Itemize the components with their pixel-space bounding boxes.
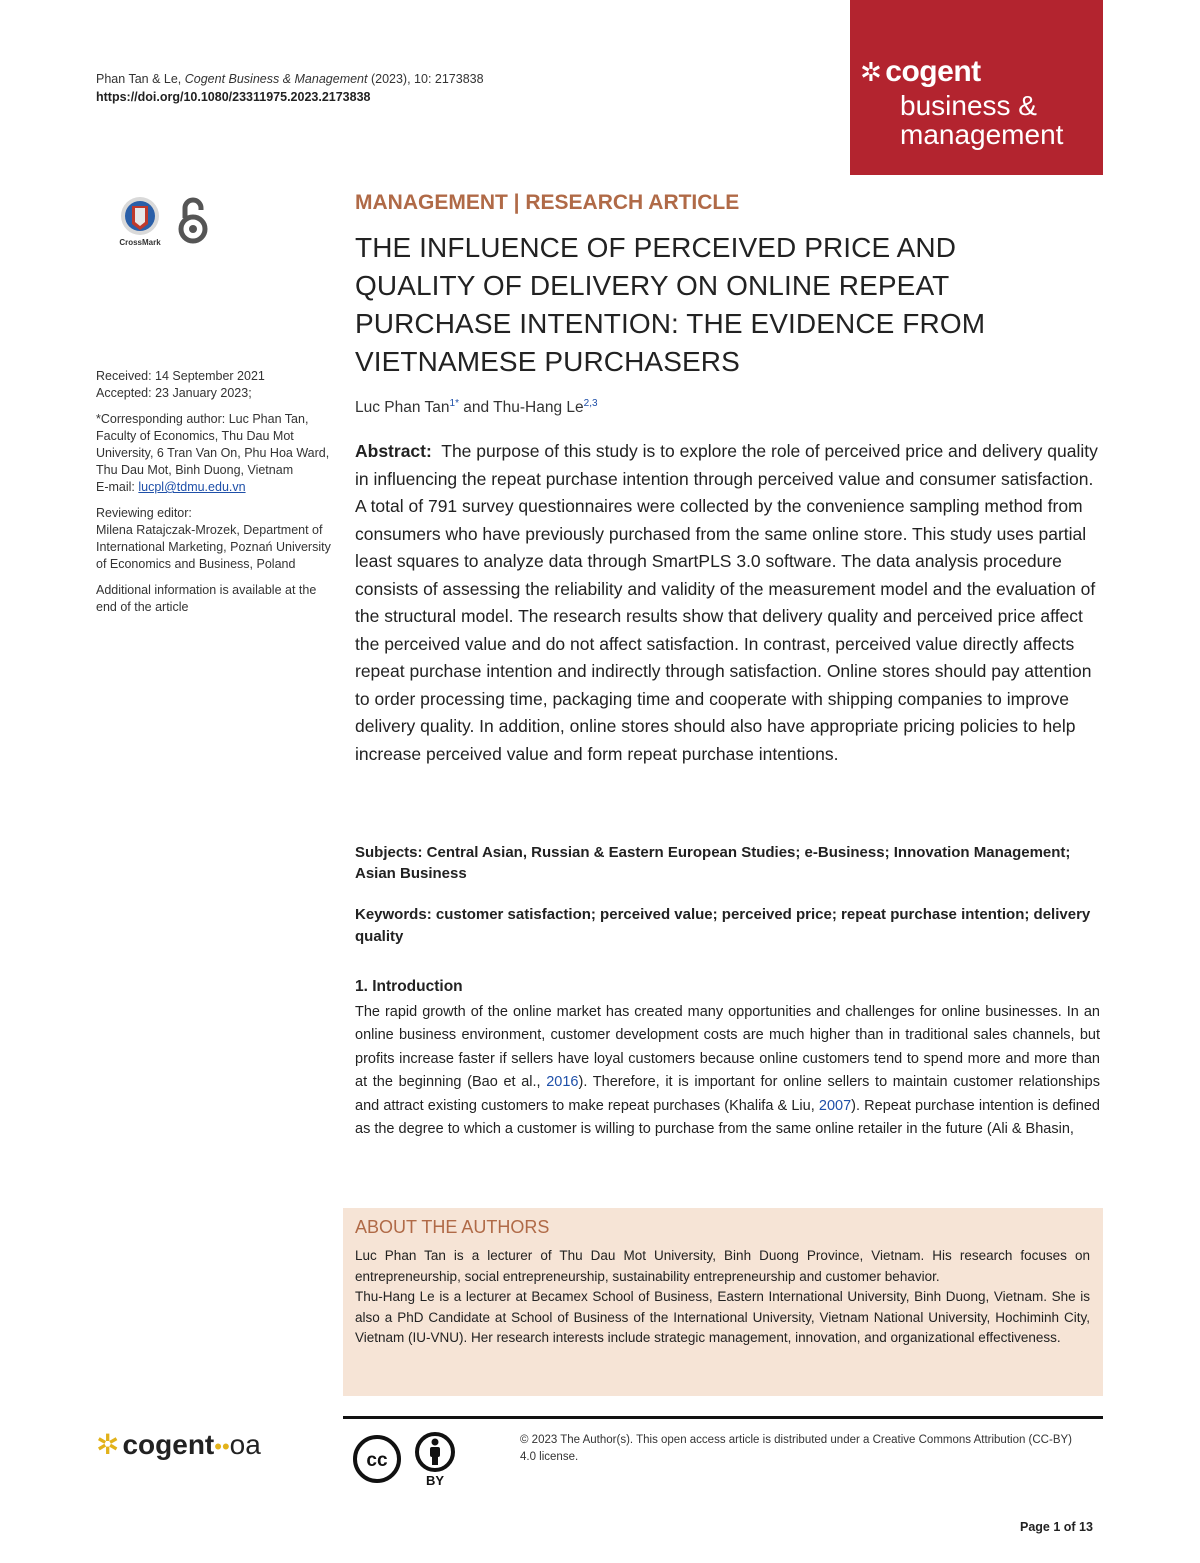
footer-divider (343, 1416, 1103, 1419)
citation-link[interactable]: 2007 (818, 1097, 852, 1114)
crossmark-label: CrossMark (119, 238, 161, 247)
attribution-by-icon[interactable] (412, 1432, 458, 1488)
page-number: Page 1 of 13 (1020, 1520, 1093, 1534)
citation-line (96, 70, 484, 88)
author-affiliation-mark[interactable]: 2,3 (583, 398, 598, 409)
cogent-logo-icon: ✲ (860, 57, 882, 87)
crossmark-badge[interactable] (118, 196, 162, 252)
reviewing-editor-text: Milena Ratajczak-Mrozek, Department of International Marketing, Poznań University of Economics and Business, Poland (96, 523, 331, 571)
by-label: BY (425, 1473, 445, 1488)
corresponding-author-text: *Corresponding author: Luc Phan Tan, Faculty of Economics, Thu Dau Mot University, 6 Tran Van On, Phu Hoa Ward, Thu Dau Mot, Binh Duong, Vietnam (96, 412, 330, 477)
about-authors-box (343, 1208, 1103, 1396)
keywords: Keywords: customer satisfaction; perceived value; perceived price; repeat purchase intention; delivery quality (355, 906, 1091, 945)
abstract (355, 438, 1100, 768)
publisher-link-mark: •• (214, 1434, 230, 1459)
author-bio: Thu-Hang Le is a lecturer at Becamex School of Business, Eastern International University, Binh Duong, Vietnam. She is also a PhD Candidate at School of Business of the International University, Vietnam National University, Hochiminh City, Vietnam (IU-VNU). Her research interests include strategic management, innovation, and organizational effectiveness. (355, 1289, 1090, 1345)
about-authors-heading: ABOUT THE AUTHORS (355, 1217, 550, 1237)
body-text: The rapid growth of the online market has created many opportunities and challenges for online businesses. In an online business environment, customer development costs are much higher than in traditional sales channels, but profits increase faster if sellers have loyal customers because online customers tend to spend more and more than at the beginning (Bao et al., (355, 1004, 1100, 1091)
subjects: Subjects: Central Asian, Russian & Eastern European Studies; e-Business; Innovation Management; Asian Business (355, 844, 1071, 882)
open-access-badge (175, 196, 211, 244)
body-text: ). Therefore, it is important for online sellers to maintain customer relationships and attract existing customers to make repeat purchases (Khalifa & Liu, (355, 1074, 1100, 1114)
dates (96, 368, 331, 402)
additional-info: Additional information is available at the end of the article (96, 583, 317, 614)
cc-label: cc (366, 1450, 388, 1471)
abstract-label: Abstract: (355, 441, 432, 461)
citation-link[interactable]: 2016 (546, 1074, 579, 1091)
about-authors-body (355, 1246, 1090, 1349)
license-text: © 2023 The Author(s). This open access article is distributed under a Creative Commons Attribution (CC-BY) 4.0 license. (520, 1434, 1072, 1463)
corresponding-author (96, 411, 331, 496)
article-sidebar (96, 368, 331, 625)
body-text: ). Repeat purchase intention is defined as the degree to which a customer is willing to purchase from the same online retailer in the future (Ali & Bhasin, (355, 1097, 1100, 1138)
article-title: THE INFLUENCE OF PERCEIVED PRICE AND QUALITY OF DELIVERY ON ONLINE REPEAT PURCHASE INTENTION: THE EVIDENCE FROM VIETNAMESE PURCHASERS (355, 232, 986, 377)
introduction-paragraph (355, 1001, 1100, 1141)
reviewing-editor (96, 505, 331, 573)
email-link[interactable]: lucpl@tdmu.edu.vn (138, 480, 246, 494)
journal-brand-box (850, 0, 1103, 175)
author-line (355, 398, 598, 417)
author-bio: Luc Phan Tan is a lecturer of Thu Dau Mot University, Binh Duong Province, Vietnam. His research focuses on entrepreneurship, social entrepreneurship, sustainability entrepreneurship and customer behavior. (355, 1248, 1090, 1284)
doi-link[interactable]: https://doi.org/10.1080/23311975.2023.2173838 (96, 90, 371, 104)
author-separator: and (458, 399, 494, 417)
accepted-date: Accepted: 23 January 2023; (96, 386, 252, 400)
cogent-logo-icon: ✲ (96, 1429, 120, 1460)
journal-name: Cogent Business & Management (184, 72, 368, 86)
citation-authors: Phan Tan & Le, (96, 72, 185, 86)
cc-circle-icon (352, 1434, 402, 1484)
by-person-icon (412, 1432, 458, 1488)
reviewing-editor-label: Reviewing editor: (96, 506, 192, 520)
citation-volume: (2023), 10: 2173838 (367, 72, 484, 86)
publisher-suffix: oa (229, 1429, 261, 1460)
brand-subject-line2: management (900, 119, 1064, 150)
abstract-text: The purpose of this study is to explore the role of perceived price and delivery quality in influencing the repeat purchase intention through perceived value and consumer satisfaction. A total of 791 survey questionnaires were collected by the convenience sampling method from consumers who have previously purchased from the same online store. This study uses partial least squares to analyze data through SmartPLS 3.0 software. The data analysis procedure consists of assessing the reliability and validity of the measurement model and the evaluation of the structural model. The research results show that delivery quality and perceived price affect the perceived value and do not affect satisfaction. In contrast, perceived value directly affects repeat purchase intention and indirectly through satisfaction. Online stores should pay attention to order processing time, packaging time and cooperate with shipping companies to improve delivery quality. In addition, online stores should also have appropriate pricing policies to help increase perceived value and form repeat purchase intentions. (355, 441, 1098, 764)
publisher-name: cogent (122, 1429, 215, 1460)
cogent-logo (860, 57, 981, 87)
author-name[interactable]: Luc Phan Tan (355, 399, 450, 417)
brand-name: cogent (885, 55, 981, 88)
author-name[interactable]: Thu-Hang Le (493, 399, 584, 417)
section-heading: 1. Introduction (355, 978, 463, 995)
citation-block (96, 70, 484, 106)
creative-commons-icon[interactable] (352, 1434, 402, 1484)
brand-subject-line1: business & (900, 90, 1037, 121)
cogent-oa-logo (96, 1428, 261, 1464)
section-label: MANAGEMENT | RESEARCH ARTICLE (355, 191, 740, 214)
author-affiliation-mark[interactable]: 1* (449, 398, 459, 409)
open-access-icon (175, 196, 211, 244)
received-date: Received: 14 September 2021 (96, 369, 265, 383)
email-label: E-mail: (96, 480, 139, 494)
